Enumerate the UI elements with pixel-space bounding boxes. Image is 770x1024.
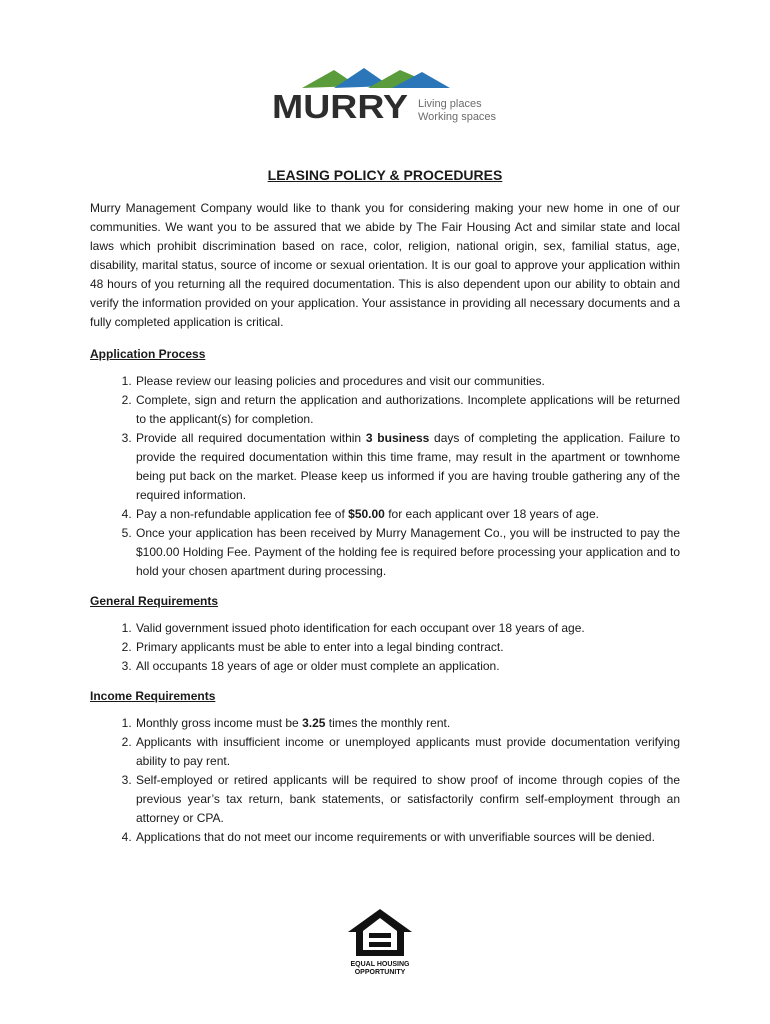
list-item: 2. Complete, sign and return the application and authorizations. Incomplete applications will be returned to the applicant(s) for completion. xyxy=(135,391,680,429)
application-process-heading: Application Process xyxy=(90,347,206,361)
general-requirements-list xyxy=(90,619,680,676)
list-item xyxy=(135,714,680,733)
murry-logo xyxy=(272,66,512,126)
equal-housing-logo xyxy=(345,906,415,978)
item-text: Pay a non-refundable application fee of xyxy=(136,507,349,521)
income-requirements-heading: Income Requirements xyxy=(90,689,216,703)
list-item: 3. Self-employed or retired applicants will be required to show proof of income through copies of the previous year’s tax return, bank statements, or satisfactorily confirm self-employment through an attorney or CPA. xyxy=(135,771,680,828)
list-item: 1. Valid government issued photo identification for each occupant over 18 years of age. xyxy=(135,619,680,638)
document-body xyxy=(90,166,680,858)
tagline-living: Living places xyxy=(418,98,482,110)
item-text: times the monthly rent. xyxy=(325,716,451,730)
intro-paragraph: Murry Management Company would like to thank you for considering making your new home in one of our communities. We want you to be assured that we abide by The Fair Housing Act and similar state and local laws which prohibit discrimination based on race, color, religion, national origin, sex, familial status, age, disability, marital status, source of income or sexual orientation. It is our goal to approve your application within 48 hours of you returning all the required documentation. This is also dependent upon our ability to obtain and verify the information provided on your application. Your assistance in providing all necessary documents and a fully completed application is critical. xyxy=(90,201,680,329)
general-requirements-heading: General Requirements xyxy=(90,594,219,608)
list-item: 3. All occupants 18 years of age or older must complete an application. xyxy=(135,657,680,676)
application-process-list xyxy=(90,372,680,581)
equal-housing-icon xyxy=(345,906,415,978)
tagline-working: Working spaces xyxy=(418,111,497,123)
item-text: Monthly gross income must be xyxy=(136,716,303,730)
roofline-icon xyxy=(272,66,512,126)
item-text: for each applicant over 18 years of age. xyxy=(384,507,599,521)
item-text: Provide all required documentation within xyxy=(136,431,366,445)
equal-housing-line-1: EQUAL HOUSING xyxy=(350,961,410,968)
item-bold-text: 3 business xyxy=(365,431,430,445)
brand-name: MURRY xyxy=(272,88,408,125)
list-item: 4. Applications that do not meet our income requirements or with unverifiable sources will be denied. xyxy=(135,828,680,847)
item-bold-text: $50.00 xyxy=(348,507,385,521)
item-text: days of completing the application. Failure to provide the required documentation within this time frame, may result in the apartment or townhome being put back on the market. Please keep us informed if you are having trouble gathering any of the required information. xyxy=(136,431,681,502)
income-requirements-list xyxy=(90,714,680,847)
item-bold-text: 3.25 xyxy=(302,716,326,730)
list-item: 1. Please review our leasing policies and procedures and visit our communities. xyxy=(135,372,680,391)
list-item: 5. Once your application has been received by Murry Management Co., you will be instructed to pay the $100.00 Holding Fee. Payment of the holding fee is required before processing your application and to hold your chosen apartment during processing. xyxy=(135,524,680,581)
page-title: LEASING POLICY & PROCEDURES xyxy=(267,167,503,183)
equal-housing-line-2: OPPORTUNITY xyxy=(354,969,406,976)
list-item xyxy=(135,429,680,505)
list-item xyxy=(135,505,680,524)
list-item: 2. Applicants with insufficient income or unemployed applicants must provide documentation verifying ability to pay rent. xyxy=(135,733,680,771)
list-item: 2. Primary applicants must be able to enter into a legal binding contract. xyxy=(135,638,680,657)
